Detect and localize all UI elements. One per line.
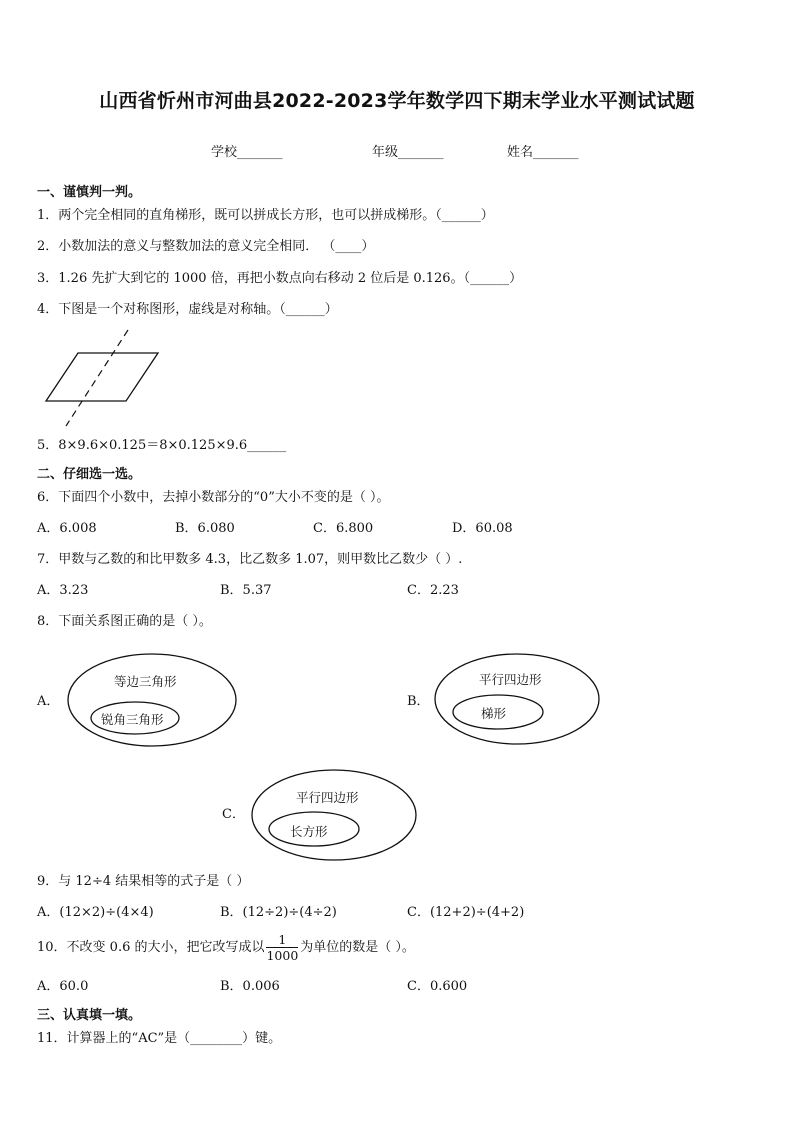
q10-text-after: 为单位的数是（ ）。	[300, 940, 415, 955]
q10-text-before: 10．不改变 0.6 的大小，把它改写成以	[37, 940, 265, 955]
venn-diagram-a	[66, 650, 242, 754]
question-6: 6．下面四个小数中，去掉小数部分的“0”大小不变的是（ ）。	[37, 490, 390, 505]
q8-option-b-label: B．	[407, 694, 430, 709]
school-field: 学校_______	[211, 145, 283, 160]
q6-option-a: A．6.008	[37, 521, 97, 536]
q8-b-outer-label: 平行四边形	[479, 672, 542, 687]
question-9: 9．与 12÷4 结果相等的式子是（ ）	[37, 874, 250, 889]
q10-option-a: A．60.0	[37, 979, 89, 994]
question-4: 4．下图是一个对称图形，虚线是对称轴。（______）	[37, 302, 338, 317]
q6-option-d: D．60.08	[452, 521, 513, 536]
page-title: 山西省忻州市河曲县2022-2023学年数学四下期末学业水平测试试题	[99, 90, 695, 112]
q6-option-c: C．6.800	[313, 521, 374, 536]
q10-option-b: B．0.006	[220, 979, 280, 994]
name-field: 姓名_______	[507, 145, 579, 160]
q7-option-a: A．3.23	[37, 583, 89, 598]
q9-option-a: A．(12×2)÷(4×4)	[37, 905, 154, 920]
parallelogram-figure	[40, 328, 170, 428]
fraction-denominator: 1000	[266, 948, 299, 963]
outer-ellipse-b	[435, 654, 599, 744]
question-8: 8．下面关系图正确的是（ ）。	[37, 614, 212, 629]
section-heading-judge: 一、谨慎判一判。	[37, 185, 142, 200]
grade-field: 年级_______	[372, 145, 444, 160]
question-3: 3．1.26 先扩大到它的 1000 倍，再把小数点向右移动 2 位后是 0.126。（______）	[37, 271, 523, 286]
question-2: 2．小数加法的意义与整数加法的意义完全相同． （____）	[37, 239, 375, 254]
question-5: 5．8×9.6×0.125＝8×0.125×9.6______	[37, 438, 287, 453]
fraction-one-thousandth	[266, 932, 298, 963]
q8-option-a-label: A．	[37, 694, 60, 709]
q8-a-inner-label: 锐角三角形	[101, 712, 164, 727]
q6-option-b: B．6.080	[175, 521, 235, 536]
outer-ellipse-c	[252, 770, 416, 860]
venn-diagram-b	[433, 650, 603, 750]
parallelogram-shape	[46, 353, 158, 401]
section-heading-choose: 二、仔细选一选。	[37, 467, 142, 482]
q8-a-outer-label: 等边三角形	[114, 674, 177, 689]
section-heading-fill: 三、认真填一填。	[37, 1008, 142, 1023]
question-1: 1．两个完全相同的直角梯形，既可以拼成长方形，也可以拼成梯形。（______）	[37, 208, 494, 223]
q8-c-inner-label: 长方形	[290, 824, 328, 839]
q8-b-inner-label: 梯形	[481, 706, 507, 721]
question-11: 11．计算器上的“AC”是（________）键。	[37, 1031, 282, 1046]
symmetry-axis-dashed	[66, 330, 128, 426]
q8-option-c-label: C．	[222, 807, 245, 822]
q7-option-c: C．2.23	[407, 583, 459, 598]
q9-option-b: B．(12÷2)÷(4÷2)	[220, 905, 337, 920]
venn-diagram-c	[250, 766, 420, 866]
q9-option-c: C．(12+2)÷(4+2)	[407, 905, 525, 920]
q8-c-outer-label: 平行四边形	[296, 790, 359, 805]
question-7: 7．甲数与乙数的和比甲数多 4.3，比乙数多 1.07，则甲数比乙数少（ ）.	[37, 552, 463, 567]
fraction-numerator: 1	[266, 932, 298, 948]
question-10	[37, 930, 415, 966]
q10-option-c: C．0.600	[407, 979, 468, 994]
q7-option-b: B．5.37	[220, 583, 272, 598]
